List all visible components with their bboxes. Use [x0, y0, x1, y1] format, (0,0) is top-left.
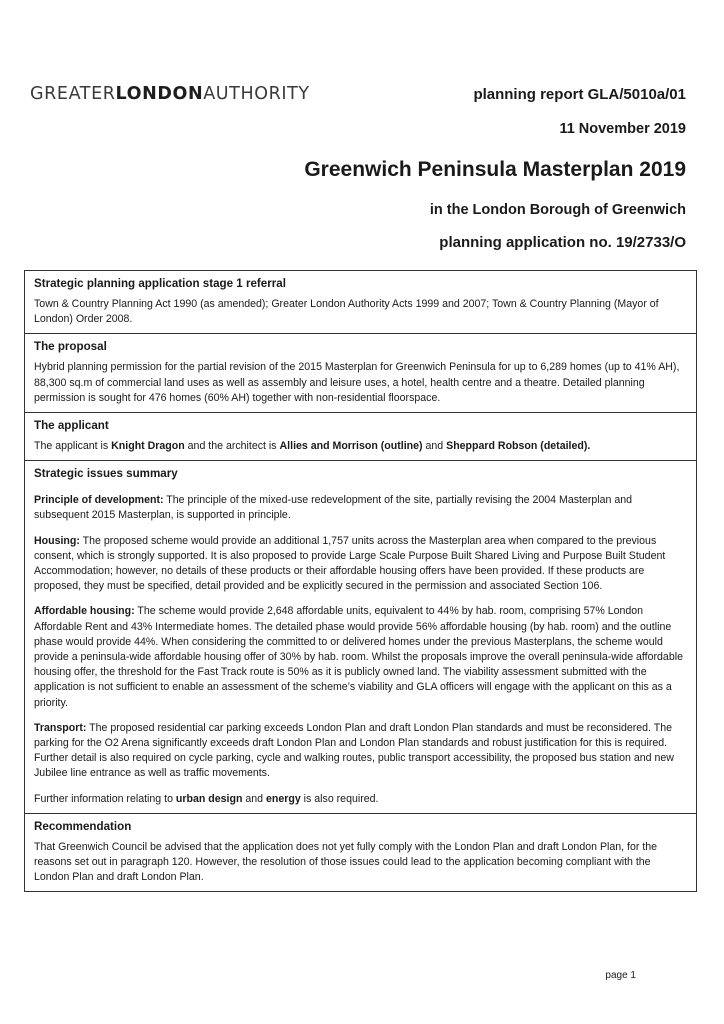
applicant-text	[34, 439, 687, 454]
proposal-text: Hybrid planning permission for the partial revision of the 2015 Masterplan for Greenwich Peninsula for up to 6,289 homes (up to 41% AH), 88,300 sq.m of commercial land uses as well as assembly and leisure uses, a hotel, health centre and a theatre. Detailed planning permission is sought for 476 homes (60% AH) together with non-residential floorspace.	[34, 361, 680, 404]
recommendation-heading: Recommendation	[34, 819, 132, 833]
application-number: planning application no. 19/2733/O	[439, 234, 686, 251]
applicant-text-3: and	[422, 440, 447, 453]
affordable-housing-paragraph	[34, 604, 687, 710]
affordable-housing-label: Affordable housing:	[34, 605, 135, 618]
logo-authority: AUTHORITY	[203, 84, 310, 104]
applicant-name: Knight Dragon	[111, 440, 185, 453]
transport-paragraph	[34, 721, 687, 782]
report-date: 11 November 2019	[559, 121, 686, 137]
proposal-section	[25, 334, 696, 413]
principle-label: Principle of development:	[34, 494, 164, 507]
report-reference: planning report GLA/5010a/01	[473, 86, 686, 103]
transport-text: The proposed residential car parking exceeds London Plan and draft London Plan standards and must be reconsidered. The parking for the O2 Arena significantly exceeds draft London Plan and London Plan standards and robust justification for this is required. Further detail is also required on cycle parking, cycle and walking routes, public transport accessibility, the proposed bus station and new Jubilee line entrance as well as traffic movements.	[34, 721, 674, 780]
gla-logo	[30, 84, 310, 104]
architect-detailed: Sheppard Robson (detailed).	[446, 440, 591, 453]
applicant-heading: The applicant	[34, 419, 109, 433]
strategic-issues-section	[25, 461, 696, 814]
housing-text: The proposed scheme would provide an additional 1,757 units across the Masterplan area when compared to the previous consent, which is strongly supported. It is also proposed to provide Large Scale Purpose Built Shared Living and Purpose Built Student Accommodation; however, no details of these products or their affordable housing offers have been provided. If these products are proposed, they must be specified, detail provided and be explicitly secured in the permission and associated Section 106.	[34, 534, 666, 593]
principle-text: The principle of the mixed-use redevelopment of the site, partially revising the 2004 Masterplan and subsequent 2015 Masterplan, is supported in principle.	[34, 494, 633, 522]
further-text-2: and	[242, 792, 266, 805]
urban-design-term: urban design	[175, 792, 243, 805]
referral-heading: Strategic planning application stage 1 referral	[34, 277, 286, 290]
referral-text: Town & Country Planning Act 1990 (as amended); Greater London Authority Acts 1999 and 2007; Town & Country Planning (Mayor of London) Order 2008.	[34, 298, 659, 326]
further-text-3: is also required.	[300, 792, 379, 805]
logo-london: LONDON	[115, 84, 204, 104]
recommendation-text: That Greenwich Council be advised that the application does not yet fully comply with the London Plan and draft London Plan, for the reasons set out in paragraph 120. However, the resolution of those issues could lead to the application becoming compliant with the London Plan and draft London Plan.	[34, 840, 658, 884]
recommendation-section	[25, 814, 696, 892]
further-text-1: Further information relating to	[34, 792, 176, 805]
strategic-issues-heading: Strategic issues summary	[34, 467, 178, 481]
proposal-heading: The proposal	[34, 340, 107, 354]
logo-greater: GREATER	[30, 84, 116, 104]
principle-paragraph	[34, 493, 687, 523]
further-info-paragraph	[34, 792, 687, 807]
applicant-section	[25, 413, 696, 461]
housing-paragraph	[34, 534, 687, 595]
summary-table	[24, 270, 697, 892]
borough-line: in the London Borough of Greenwich	[429, 202, 686, 218]
applicant-text-1: The applicant is	[34, 440, 112, 453]
affordable-housing-text: The scheme would provide 2,648 affordable units, equivalent to 44% by hab. room, comprising 57% London Affordable Rent and 43% Intermediate homes. The detailed phase would provide 56% affordable housing (by hab. room) and the outline phase would provide 44%. When considering the committed to or delivered homes under the previous Masterplans, the scheme would provide a peninsula-wide affordable housing offer of 30% by hab. room. Whilst the proposals improve the overall peninsula-wide affordable housing offer, the threshold for the Fast Track route is 50% as it is publicly owned land. The viability assessment submitted with the application is not sufficient to enable an assessment of the scheme’s viability and GLA officers will engage with the applicant on this as a priority.	[34, 605, 683, 709]
applicant-text-2: and the architect is	[184, 440, 280, 453]
report-title: Greenwich Peninsula Masterplan 2019	[304, 158, 686, 181]
referral-section	[25, 271, 696, 334]
page-number: page 1	[605, 970, 636, 981]
transport-label: Transport:	[34, 721, 87, 734]
housing-label: Housing:	[34, 534, 80, 547]
architect-outline: Allies and Morrison (outline)	[279, 440, 423, 453]
energy-term: energy	[265, 792, 301, 805]
